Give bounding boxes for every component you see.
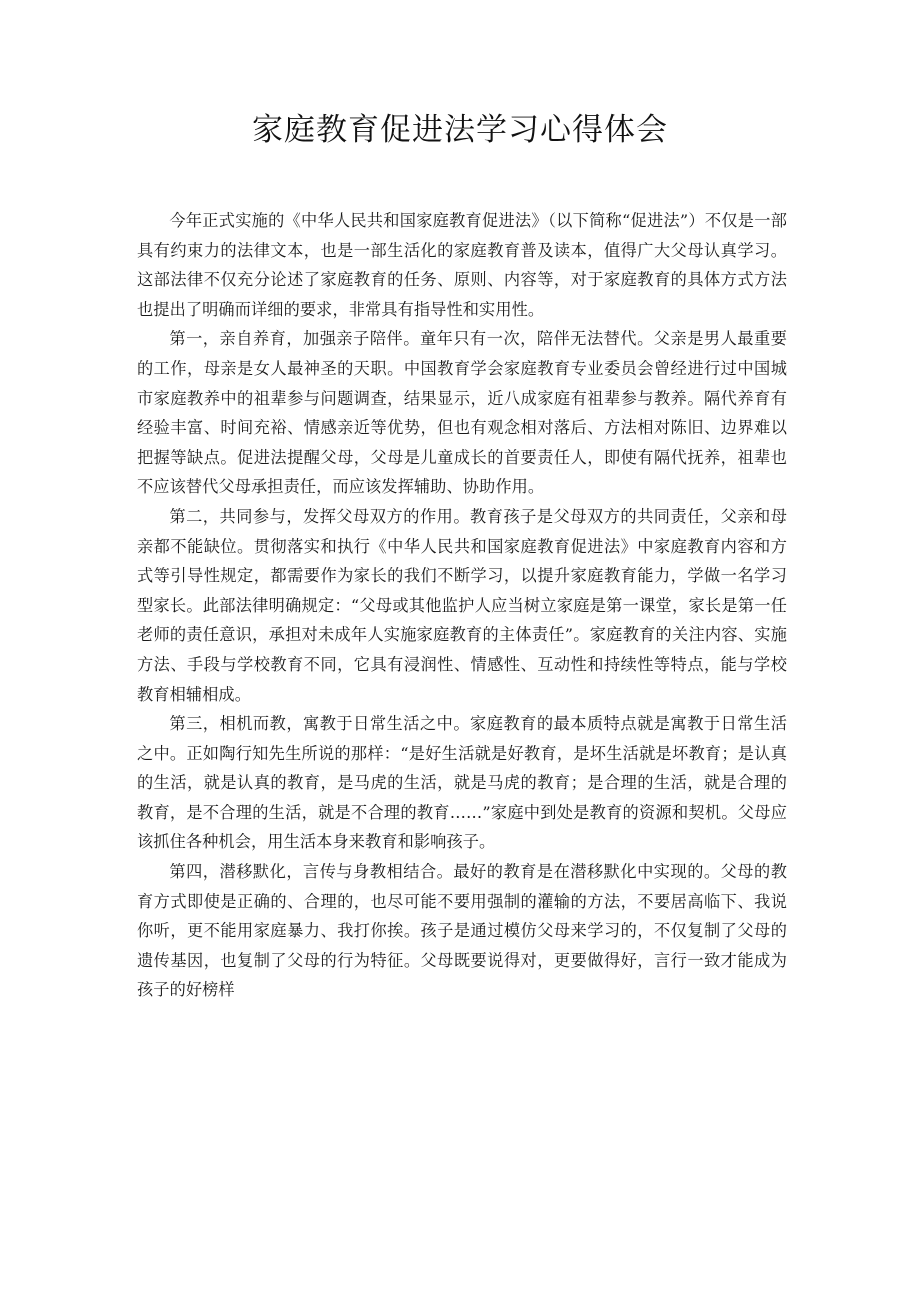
paragraph-intro: 今年正式实施的《中华人民共和国家庭教育促进法》（以下简称“促进法”）不仅是一部具有约束力的法律文本，也是一部生活化的家庭教育普及读本，值得广大父母认真学习。这部法律不仅充分论述了家庭教育的任务、原则、内容等，对于家庭教育的具体方式方法也提出了明确而详细的要求，非常具有指导性和实用性。 bbox=[137, 211, 787, 319]
paragraph-point-four: 第四，潜移默化，言传与身教相结合。最好的教育是在潜移默化中实现的。父母的教育方式即使是正确的、合理的，也尽可能不要用强制的灌输的方法，不要居高临下、我说你听，更不能用家庭暴力、我打你挨。孩子是通过模仿父母来学习的，不仅复制了父母的遗传基因，也复制了父母的行为特征。父母既要说得对，更要做得好，言行一致才能成为孩子的好榜样 bbox=[137, 862, 787, 1000]
document-body bbox=[137, 206, 787, 1005]
paragraph-point-one: 第一，亲自养育，加强亲子陪伴。童年只有一次，陪伴无法替代。父亲是男人最重要的工作，母亲是女人最神圣的天职。中国教育学会家庭教育专业委员会曾经进行过中国城市家庭教养中的祖辈参与问题调查，结果显示，近八成家庭有祖辈参与教养。隔代养育有经验丰富、时间充裕、情感亲近等优势，但也有观念相对落后、方法相对陈旧、边界难以把握等缺点。促进法提醒父母，父母是儿童成长的首要责任人，即使有隔代抚养，祖辈也不应该替代父母承担责任，而应该发挥辅助、协助作用。 bbox=[137, 329, 787, 497]
paragraph-point-three: 第三，相机而教，寓教于日常生活之中。家庭教育的最本质特点就是寓教于日常生活之中。正如陶行知先生所说的那样：“是好生活就是好教育，是坏生活就是坏教育；是认真的生活，就是认真的教育，是马虎的生活，就是马虎的教育；是合理的生活，就是合理的教育，是不合理的生活，就是不合理的教育……”家庭中到处是教育的资源和契机。父母应该抓住各种机会，用生活本身来教育和影响孩子。 bbox=[137, 714, 787, 852]
document-title: 家庭教育促进法学习心得体会 bbox=[252, 112, 668, 148]
paragraph-point-two: 第二，共同参与，发挥父母双方的作用。教育孩子是父母双方的共同责任，父亲和母亲都不能缺位。贯彻落实和执行《中华人民共和国家庭教育促进法》中家庭教育内容和方式等引导性规定，都需要作为家长的我们不断学习，以提升家庭教育能力，学做一名学习型家长。此部法律明确规定：“父母或其他监护人应当树立家庭是第一课堂，家长是第一任老师的责任意识，承担对未成年人实施家庭教育的主体责任”。家庭教育的关注内容、实施方法、手段与学校教育不同，它具有浸润性、情感性、互动性和持续性等特点，能与学校教育相辅相成。 bbox=[137, 506, 787, 704]
